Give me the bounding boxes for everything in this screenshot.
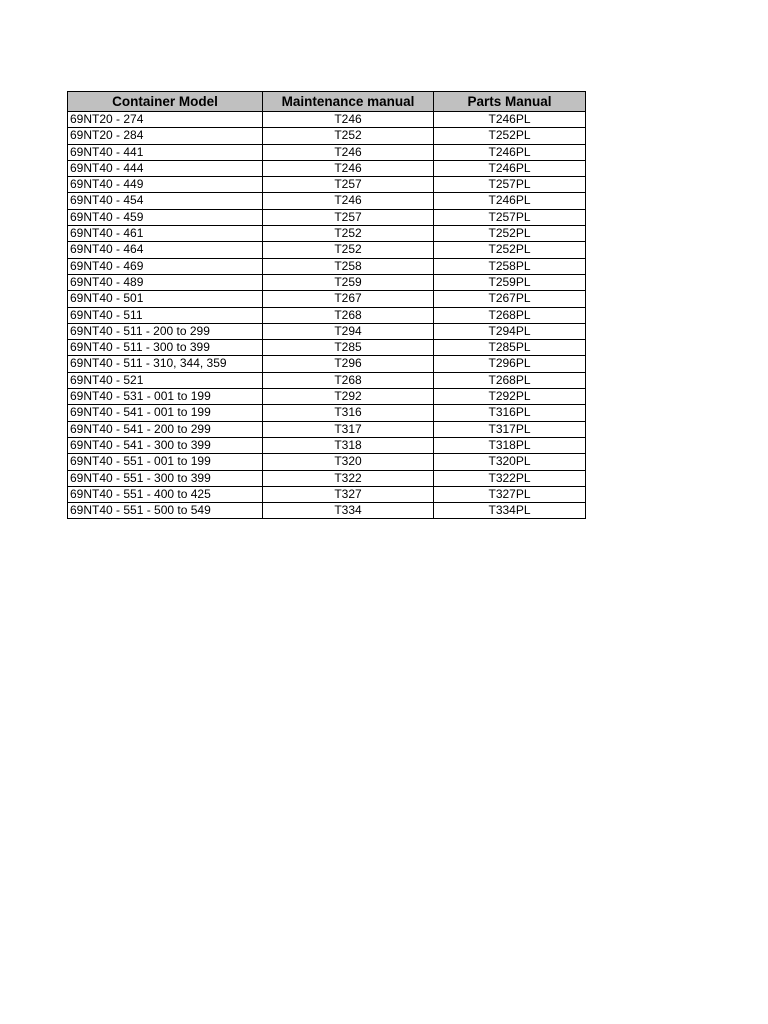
cell-maintenance-manual: T246 [263, 112, 434, 128]
table-row [68, 128, 586, 144]
table-row [68, 112, 586, 128]
cell-parts-manual: T317PL [434, 421, 586, 437]
table-body [68, 112, 586, 519]
cell-container-model: 69NT40 - 444 [68, 160, 263, 176]
cell-maintenance-manual: T252 [263, 226, 434, 242]
table-row [68, 405, 586, 421]
cell-maintenance-manual: T316 [263, 405, 434, 421]
cell-container-model: 69NT40 - 454 [68, 193, 263, 209]
cell-maintenance-manual: T268 [263, 307, 434, 323]
cell-maintenance-manual: T257 [263, 177, 434, 193]
cell-container-model: 69NT40 - 511 - 310, 344, 359 [68, 356, 263, 372]
cell-container-model: 69NT20 - 284 [68, 128, 263, 144]
cell-parts-manual: T252PL [434, 242, 586, 258]
cell-maintenance-manual: T252 [263, 128, 434, 144]
header-parts-manual: Parts Manual [434, 92, 586, 112]
cell-parts-manual: T296PL [434, 356, 586, 372]
cell-container-model: 69NT20 - 274 [68, 112, 263, 128]
cell-maintenance-manual: T317 [263, 421, 434, 437]
cell-maintenance-manual: T252 [263, 242, 434, 258]
cell-container-model: 69NT40 - 541 - 200 to 299 [68, 421, 263, 437]
cell-maintenance-manual: T258 [263, 258, 434, 274]
table-row [68, 421, 586, 437]
cell-maintenance-manual: T259 [263, 274, 434, 290]
table-row [68, 437, 586, 453]
cell-container-model: 69NT40 - 489 [68, 274, 263, 290]
table-row [68, 486, 586, 502]
table-row [68, 177, 586, 193]
cell-parts-manual: T258PL [434, 258, 586, 274]
table-row [68, 193, 586, 209]
cell-parts-manual: T268PL [434, 307, 586, 323]
table-row [68, 340, 586, 356]
cell-maintenance-manual: T257 [263, 209, 434, 225]
cell-parts-manual: T316PL [434, 405, 586, 421]
cell-container-model: 69NT40 - 511 [68, 307, 263, 323]
header-row [68, 92, 586, 112]
cell-container-model: 69NT40 - 551 - 001 to 199 [68, 454, 263, 470]
cell-parts-manual: T246PL [434, 144, 586, 160]
cell-parts-manual: T252PL [434, 128, 586, 144]
table-row [68, 226, 586, 242]
cell-container-model: 69NT40 - 511 - 200 to 299 [68, 323, 263, 339]
cell-container-model: 69NT40 - 541 - 300 to 399 [68, 437, 263, 453]
table-row [68, 160, 586, 176]
cell-parts-manual: T246PL [434, 193, 586, 209]
cell-maintenance-manual: T318 [263, 437, 434, 453]
cell-parts-manual: T320PL [434, 454, 586, 470]
cell-maintenance-manual: T246 [263, 160, 434, 176]
cell-container-model: 69NT40 - 459 [68, 209, 263, 225]
cell-maintenance-manual: T246 [263, 144, 434, 160]
cell-parts-manual: T246PL [434, 112, 586, 128]
cell-parts-manual: T246PL [434, 160, 586, 176]
cell-parts-manual: T322PL [434, 470, 586, 486]
cell-maintenance-manual: T285 [263, 340, 434, 356]
cell-maintenance-manual: T292 [263, 389, 434, 405]
cell-maintenance-manual: T246 [263, 193, 434, 209]
cell-maintenance-manual: T267 [263, 291, 434, 307]
cell-maintenance-manual: T296 [263, 356, 434, 372]
cell-parts-manual: T294PL [434, 323, 586, 339]
cell-maintenance-manual: T268 [263, 372, 434, 388]
cell-container-model: 69NT40 - 531 - 001 to 199 [68, 389, 263, 405]
spreadsheet-page [67, 91, 586, 519]
cell-container-model: 69NT40 - 551 - 500 to 549 [68, 503, 263, 519]
cell-maintenance-manual: T322 [263, 470, 434, 486]
table-row [68, 274, 586, 290]
cell-maintenance-manual: T320 [263, 454, 434, 470]
cell-container-model: 69NT40 - 449 [68, 177, 263, 193]
header-maintenance-manual: Maintenance manual [263, 92, 434, 112]
table-row [68, 503, 586, 519]
cell-maintenance-manual: T327 [263, 486, 434, 502]
table-row [68, 372, 586, 388]
cell-container-model: 69NT40 - 551 - 300 to 399 [68, 470, 263, 486]
table-row [68, 454, 586, 470]
cell-container-model: 69NT40 - 469 [68, 258, 263, 274]
cell-container-model: 69NT40 - 441 [68, 144, 263, 160]
table-row [68, 470, 586, 486]
table-row [68, 323, 586, 339]
table-row [68, 356, 586, 372]
cell-container-model: 69NT40 - 551 - 400 to 425 [68, 486, 263, 502]
table-row [68, 307, 586, 323]
cell-parts-manual: T318PL [434, 437, 586, 453]
cell-container-model: 69NT40 - 501 [68, 291, 263, 307]
header-container-model: Container Model [68, 92, 263, 112]
cell-parts-manual: T268PL [434, 372, 586, 388]
table-row [68, 389, 586, 405]
cell-parts-manual: T252PL [434, 226, 586, 242]
cell-parts-manual: T292PL [434, 389, 586, 405]
cell-container-model: 69NT40 - 511 - 300 to 399 [68, 340, 263, 356]
manuals-table [67, 91, 586, 519]
table-row [68, 144, 586, 160]
table-row [68, 258, 586, 274]
cell-container-model: 69NT40 - 541 - 001 to 199 [68, 405, 263, 421]
cell-parts-manual: T327PL [434, 486, 586, 502]
cell-container-model: 69NT40 - 461 [68, 226, 263, 242]
table-row [68, 209, 586, 225]
cell-parts-manual: T267PL [434, 291, 586, 307]
cell-container-model: 69NT40 - 521 [68, 372, 263, 388]
table-row [68, 242, 586, 258]
cell-maintenance-manual: T334 [263, 503, 434, 519]
table-row [68, 291, 586, 307]
cell-container-model: 69NT40 - 464 [68, 242, 263, 258]
cell-parts-manual: T257PL [434, 177, 586, 193]
cell-parts-manual: T285PL [434, 340, 586, 356]
cell-maintenance-manual: T294 [263, 323, 434, 339]
cell-parts-manual: T259PL [434, 274, 586, 290]
cell-parts-manual: T334PL [434, 503, 586, 519]
cell-parts-manual: T257PL [434, 209, 586, 225]
